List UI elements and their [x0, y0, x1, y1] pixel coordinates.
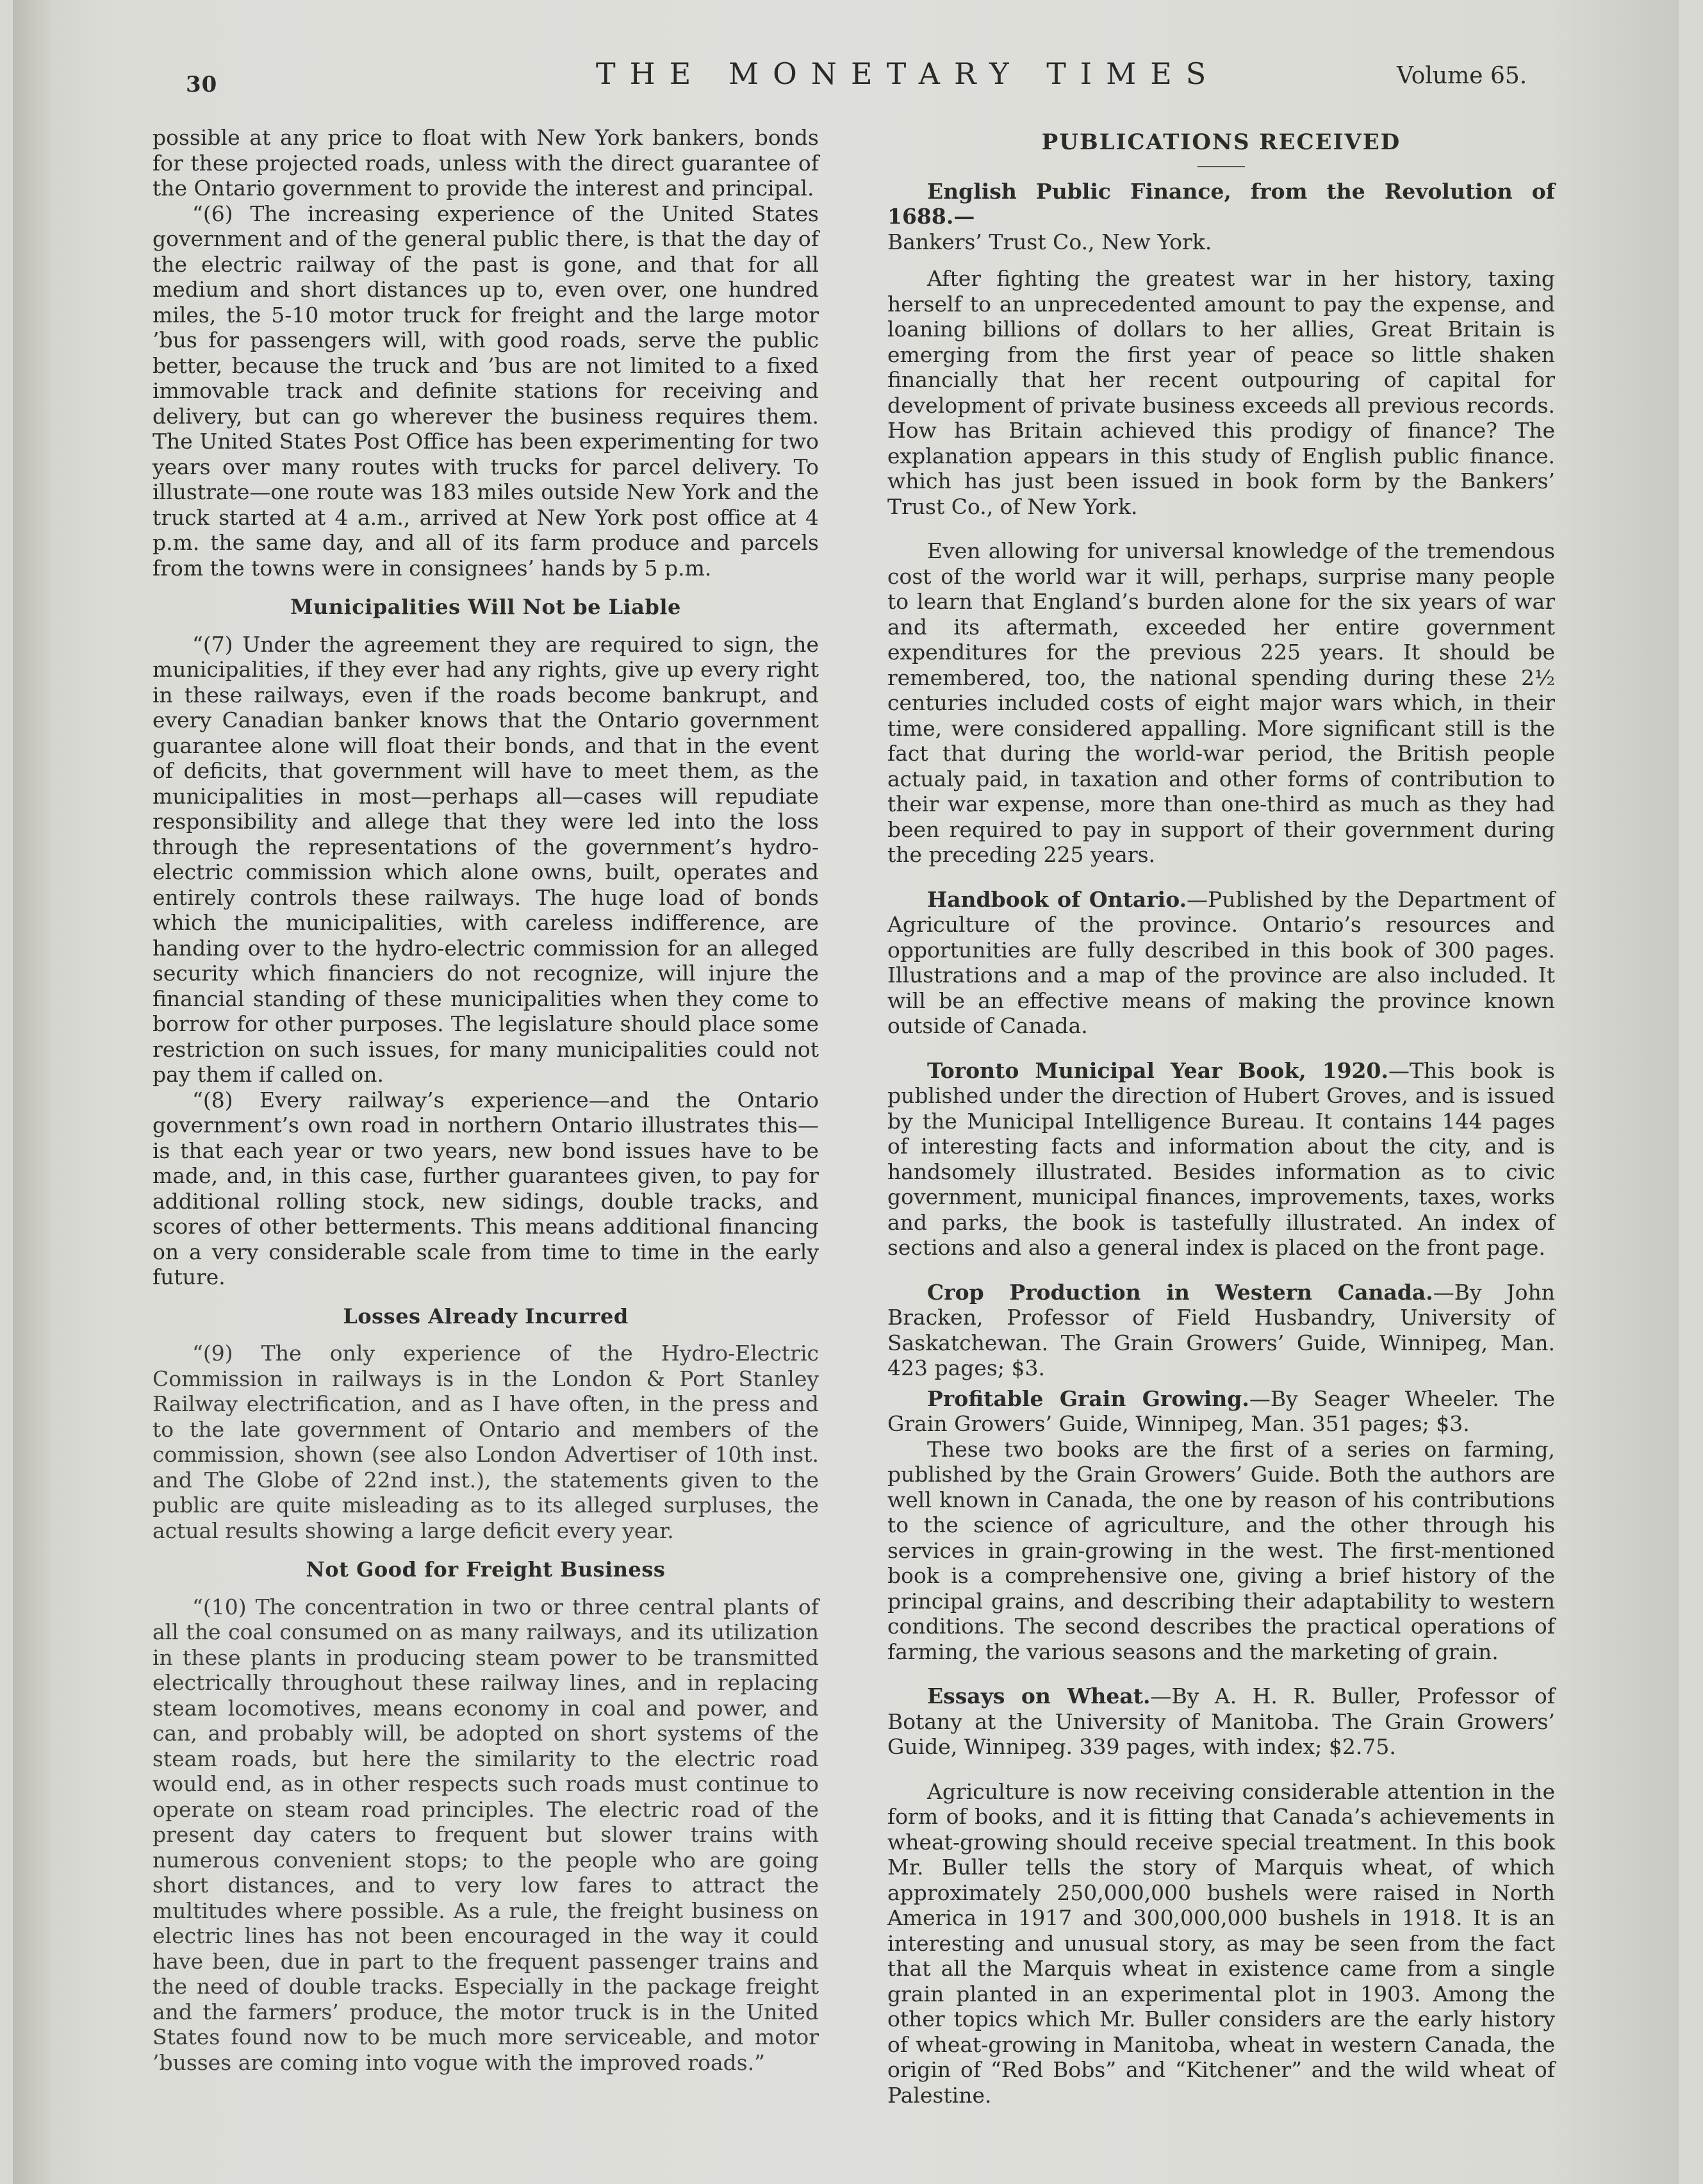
paragraph-intro: possible at any price to float with New York bankers, bonds for these projected roads, unless with the direct guarantee of the Ontario government to provide the interest and principal.: [152, 125, 819, 201]
entry-crop-production: [887, 1280, 1555, 1381]
heading-freight: Not Good for Freight Business: [306, 1557, 666, 1582]
paragraph-10: “(10) The concentration in two or three central plants of all the coal consumed on as many railways, and its utilization in these plants in producing steam power to be transmitted electrically throughout these railway lines, and in replacing steam locomotives, means economy in coal and power, and can, and probably will, be adopted on short systems of the steam roads, but here the similarity to the electric road would end, as in other respects such roads must continue to operate on steam road principles. The electric road of the present day caters to frequent but slower trains with numerous convenient stops; to the people who are going short distances, and to very low fares to attract the multitudes where possible. As a rule, the freight business on electric lines has not been encouraged in the way it could have been, due in part to the frequent passenger trains and the need of double tracks. Especially in the package freight and the farmers’ produce, the motor truck is in the United States found now to be much more serviceable, and motor ’busses are coming into vogue with the improved roads.”: [152, 1594, 819, 2075]
entry-profitable-grain: [887, 1386, 1555, 1437]
entry-english-public-finance: [887, 179, 1555, 229]
entry-body: Agriculture is now receiving considerable attention in the form of books, and it is fitting that Canada’s achievements in wheat-growing should receive special treatment. In this book Mr. Buller tells the story of Marquis wheat, of which approximately 250,000,000 bushels were raised in North America in 1917 and 300,000,000 bushels in 1918. It is an interesting and unusual story, as may be seen from the fact that all the Marquis wheat in existence came from a single grain planted in an experimental plot in 1903. Among the other topics which Mr. Buller considers are the early history of wheat-growing in Manitoba, wheat in western Canada, the origin of “Red Bobs” and “Kitchener” and the wild wheat of Palestine.: [887, 1778, 1555, 2108]
paragraph-6: “(6) The increasing experience of the United States government and of the general public there, is that the day of the electric railway of the past is gone, and that for all medium and short distances up to, even over, one hundred miles, the 5-10 motor truck for freight and the large motor ’bus for passengers will, with good roads, serve the public better, because the truck and ’bus are not limited to a fixed immovable track and definite stations for receiving and delivery, but can go wherever the business requires them. The United States Post Office has been experimenting for two years over many routes with trucks for parcel delivery. To illustrate—one route was 183 miles outside New York and the truck started at 4 a.m., arrived at New York post office at 4 p.m. the same day, and all of its farm produce and parcels from the towns were in consignees’ hands by 5 p.m.: [152, 201, 819, 581]
paragraph-7: “(7) Under the agreement they are required to sign, the municipalities, if they ever had any rights, give up every right in these railways, even if the roads become bankrupt, and every Canadian banker knows that the Ontario government guarantee alone will float their bonds, and that in the event of deficits, that government will have to meet them, as the municipalities in most—perhaps all—cases will repudiate responsibility and allege that they were led into the loss through the representations of the government’s hydro-electric commission which alone owns, built, operates and entirely controls these railways. The huge load of bonds which the municipalities, with careless indifference, are handing over to the hydro-electric commission for an alleged security which financiers do not recognize, will injure the financial standing of these municipalities when they come to borrow for other purposes. The legislature should place some restriction on such issues, for many municipalities could not pay them if called on.: [152, 631, 819, 1087]
entry-title: English Public Finance, from the Revolution of 1688.—: [887, 178, 1555, 229]
entry-title: Essays on Wheat.: [927, 1684, 1151, 1708]
entry-title: Crop Production in Western Canada.: [927, 1279, 1433, 1305]
entry-body: Even allowing for universal knowledge of the tremendous cost of the world war it will, perhaps, surprise many people to learn that England’s burden alone for the six years of war and its aftermath, exceeded her entire government expenditures for the previous 225 years. It should be remembered, too, the national spending during these 2½ centuries included costs of eight major wars which, in their time, were considered appalling. More significant still is the fact that during the world-war period, the British people actualy paid, in taxation and other forms of contribution to their war expense, more than one-third as much as they had been required to pay in support of their government during the preceding 225 years.: [887, 538, 1555, 867]
page-header: [0, 53, 1703, 104]
paragraph-8: “(8) Every railway’s experience—and the Ontario government’s own road in northern Ontario illustrates this—is that each year or two years, new bond issues have to be made, and, in this case, further guarantees given, to pay for additional rolling stock, new sidings, double tracks, and scores of other betterments. This means additional financing on a very considerable scale from time to time in the early future.: [152, 1087, 819, 1289]
entry-essays-wheat: [887, 1684, 1555, 1760]
left-column: [152, 125, 819, 2075]
right-column: [887, 125, 1555, 2108]
entry-body: —Published by the Department of Agriculture of the province. Ontario’s resources and opportunities are fully described in this book of 300 pages. Illustrations and a map of the province are also included. It will be an effective means of making the province known outside of Canada.: [887, 886, 1555, 1038]
entry-title: Profitable Grain Growing.: [927, 1386, 1249, 1411]
entry-body: —By Seager Wheeler. The Grain Growers’ Guide, Winnipeg, Man. 351 pages; $3.: [887, 1386, 1555, 1436]
entry-body: After fighting the greatest war in her history, taxing herself to an unprecedented amount to pay the expense, and loaning billions of dollars to her allies, Great Britain is emerging from the first year of peace so little shaken financially that her recent outpouring of capital for development of private business exceeds all previous records. How has Britain achieved this prodigy of finance? The explanation appears in this study of English public finance. which has just been issued in book form by the Bankers’ Trust Co., of New York.: [887, 266, 1555, 519]
section-title: PUBLICATIONS RECEIVED: [1041, 129, 1401, 155]
entry-handbook-ontario: [887, 887, 1555, 1039]
entry-toronto-year-book: [887, 1058, 1555, 1261]
publication-title: THE MONETARY TIMES: [596, 56, 1221, 91]
entry-title: Handbook of Ontario.: [927, 886, 1187, 912]
entry-body: —By John Bracken, Professor of Field Husbandry, University of Saskatchewan. The Grain Growers’ Guide, Winnipeg, Man. 423 pages; $3.: [887, 1279, 1555, 1380]
page-number: 30: [186, 72, 218, 97]
binding-edge: [13, 0, 51, 2184]
entry-publisher: Bankers’ Trust Co., New York.: [887, 229, 1212, 254]
volume-label: Volume 65.: [1397, 63, 1527, 89]
heading-losses: Losses Already Incurred: [343, 1303, 629, 1328]
heading-municipalities: Municipalities Will Not be Liable: [290, 595, 681, 619]
entry-body: These two books are the first of a series on farming, published by the Grain Growers’ Guide. Both the authors are well known in Canada, the one by reason of his contributions to the science of agriculture, and the other through his services in grain-growing in the west. The first-mentioned book is a comprehensive one, giving a brief history of the principal grains, and describing their adaptability to western conditions. The second describes the practical operations of farming, the various seasons and the marketing of grain.: [887, 1436, 1555, 1664]
entry-body: —This book is published under the direction of Hubert Groves, and is issued by the Municipal Intelligence Bureau. It contains 144 pages of interesting facts and information about the city, and is handsomely illustrated. Besides information as to civic government, municipal finances, improvements, taxes, works and parks, the book is tastefully illustrated. An index of sections and also a general index is placed on the front page.: [887, 1057, 1555, 1260]
entry-title: Toronto Municipal Year Book, 1920.: [927, 1057, 1388, 1083]
paragraph-9: “(9) The only experience of the Hydro-Electric Commission in railways is in the London & Port Stanley Railway electrification, and as I have often, in the press and to the late government of Ontario and members of the commission, shown (see also London Advertiser of 10th inst. and The Globe of 22nd inst.), the statements given to the public are quite misleading as to its alleged surpluses, the actual results showing a large deficit every year.: [152, 1341, 819, 1543]
entry-body: —By A. H. R. Buller, Professor of Botany at the University of Manitoba. The Grain Growers’ Guide, Winnipeg. 339 pages, with index; $2.75.: [887, 1684, 1555, 1759]
title-rule: [1197, 166, 1245, 167]
